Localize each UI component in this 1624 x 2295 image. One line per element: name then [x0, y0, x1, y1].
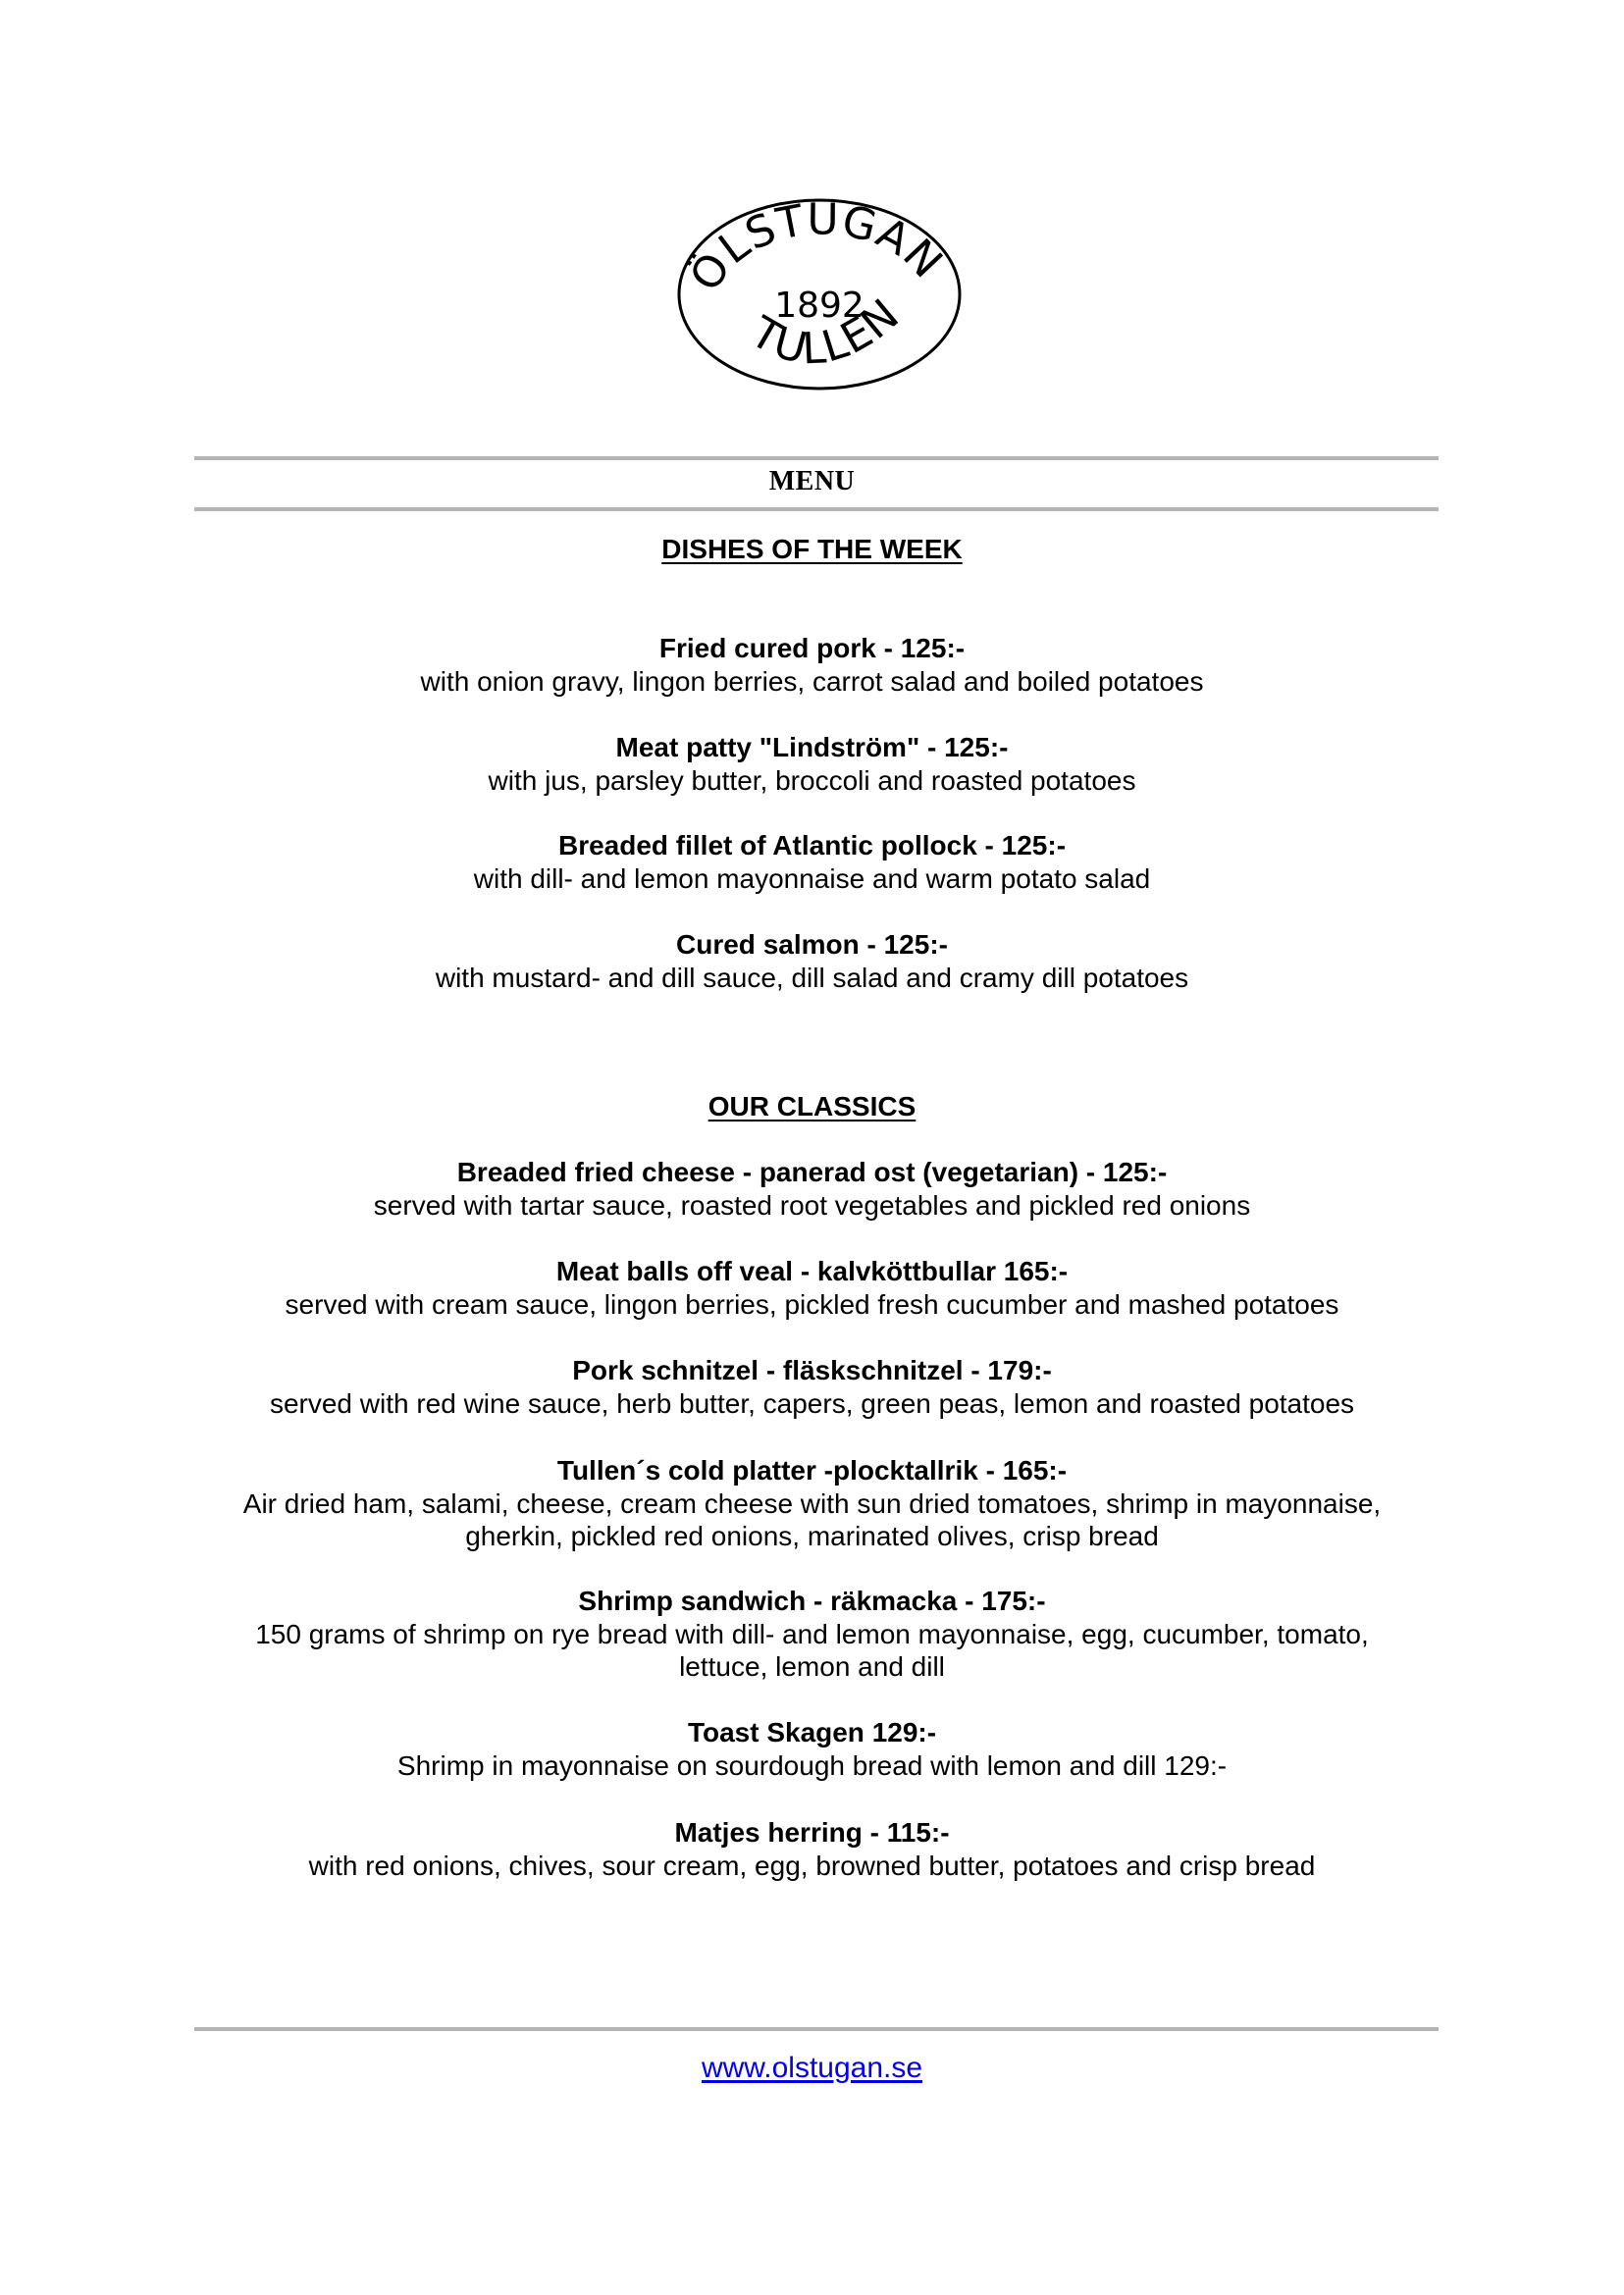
dish-description: served with tartar sauce, roasted root vegetables and pickled red onions: [373, 1189, 1251, 1221]
section-heading-dishes-of-the-week: DISHES OF THE WEEK: [661, 534, 963, 564]
website-link[interactable]: www.olstugan.se: [701, 2052, 923, 2084]
dish-name: Matjes herring - 115:-: [674, 1817, 950, 1848]
dish-description: with red onions, chives, sour cream, egg, browned butter, potatoes and crisp bread: [308, 1850, 1316, 1881]
dish-name: Toast Skagen 129:-: [687, 1717, 937, 1747]
dish-description: with dill- and lemon mayonnaise and warm potato salad: [473, 862, 1151, 894]
dish-description: 150 grams of shrimp on rye bread with dill- and lemon mayonnaise, egg, cucumber, tomato,: [255, 1618, 1369, 1649]
section-heading-our-classics: OUR CLASSICS: [707, 1091, 917, 1121]
menu-title: MENU: [768, 466, 856, 496]
logo-arc-top-text: ÖLSTUGAN: [680, 194, 953, 300]
dish-name: Breaded fillet of Atlantic pollock - 125:-: [557, 830, 1067, 861]
dish-item: [0, 829, 1624, 895]
dish-name: Meat patty "Lindström" - 125:-: [615, 732, 1009, 762]
dish-item: [0, 632, 1624, 698]
dish-name: Cured salmon - 125:-: [676, 929, 948, 960]
dish-item: [0, 1454, 1624, 1553]
dish-description: with mustard- and dill sauce, dill salad and cramy dill potatoes: [435, 962, 1189, 993]
logo-year: 1892: [774, 286, 864, 326]
dish-name: Fried cured pork - 125:-: [658, 633, 966, 663]
dish-item: [0, 1816, 1624, 1882]
dish-name: Tullen´s cold platter -plocktallrik - 165:-: [556, 1455, 1068, 1486]
logo-arc-bottom-text: TULLEN: [742, 288, 910, 375]
olstugan-tullen-logo: [672, 191, 967, 397]
dish-item: [0, 1156, 1624, 1222]
dish-description: with onion gravy, lingon berries, carrot salad and boiled potatoes: [420, 665, 1204, 697]
dish-name: Breaded fried cheese - panerad ost (vegetarian) - 125:-: [456, 1157, 1168, 1187]
dish-description: served with red wine sauce, herb butter, capers, green peas, lemon and roasted potatoes: [269, 1387, 1355, 1419]
menu-bottom-divider: [194, 507, 1439, 511]
dish-item: [0, 1585, 1624, 1684]
dish-item: [0, 928, 1624, 994]
dish-description: Shrimp in mayonnaise on sourdough bread with lemon and dill 129:-: [396, 1749, 1228, 1781]
dish-description: served with cream sauce, lingon berries, pickled fresh cucumber and mashed potatoes: [285, 1288, 1339, 1320]
footer: [0, 2051, 1624, 2086]
dish-name: Pork schnitzel - fläskschnitzel - 179:-: [572, 1355, 1052, 1385]
dish-description: gherkin, pickled red onions, marinated olives, crisp bread: [465, 1521, 1159, 1551]
svg-text:ÖLSTUGAN: [680, 194, 953, 300]
dish-item: [0, 731, 1624, 797]
dish-item: [0, 1255, 1624, 1321]
footer-divider: [194, 2027, 1439, 2031]
dish-name: Meat balls off veal - kalvköttbullar 165:-: [555, 1256, 1069, 1286]
menu-top-divider: [194, 456, 1439, 460]
dish-description: Air dried ham, salami, cheese, cream cheese with sun dried tomatoes, shrimp in mayonnaise,: [242, 1487, 1382, 1519]
dish-item: [0, 1354, 1624, 1420]
dish-description: with jus, parsley butter, broccoli and roasted potatoes: [488, 764, 1136, 796]
dish-item: [0, 1716, 1624, 1782]
dish-description: lettuce, lemon and dill: [679, 1651, 945, 1682]
dish-name: Shrimp sandwich - räkmacka - 175:-: [578, 1586, 1046, 1616]
